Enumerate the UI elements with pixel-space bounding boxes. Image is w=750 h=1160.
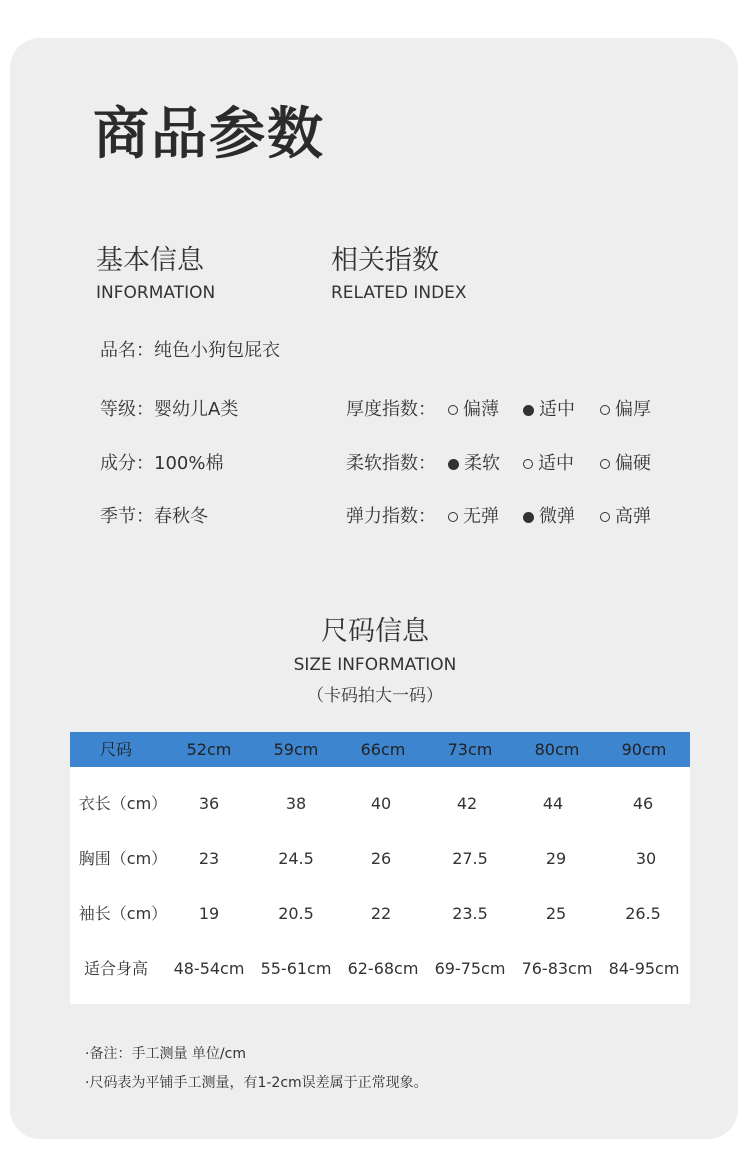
index-option — [523, 505, 575, 529]
table-cell: 27.5 — [452, 849, 488, 868]
table-cell: 69-75cm — [434, 959, 506, 978]
size-table — [70, 732, 690, 1004]
radio-dot-icon — [600, 459, 610, 469]
info-heading-en: INFORMATION — [96, 283, 216, 303]
row-label: 衣长（cm） — [78, 794, 168, 813]
index-label: 柔软指数： — [346, 453, 436, 474]
option-label: 无弹 — [463, 506, 499, 527]
table-cell: 40 — [370, 794, 392, 813]
attr-label: 季节： — [100, 506, 154, 527]
header-cell: 66cm — [360, 740, 406, 759]
table-cell: 62-68cm — [347, 959, 419, 978]
table-cell: 23 — [198, 849, 220, 868]
attr-material — [100, 452, 223, 476]
option-label: 偏厚 — [615, 399, 651, 420]
attr-name — [100, 339, 280, 363]
table-cell: 22 — [370, 904, 392, 923]
table-cell: 44 — [542, 794, 564, 813]
index-option — [448, 398, 499, 422]
index-label: 厚度指数： — [346, 399, 436, 420]
option-label: 高弹 — [615, 506, 651, 527]
size-heading: 尺码信息 — [321, 616, 429, 647]
related-heading: 相关指数 — [331, 245, 439, 276]
table-cell: 24.5 — [278, 849, 314, 868]
table-cell: 46 — [632, 794, 654, 813]
attr-label: 等级： — [100, 399, 154, 420]
table-cell: 25 — [545, 904, 567, 923]
size-note: （卡码拍大一码） — [307, 686, 443, 706]
row-label: 适合身高 — [83, 959, 148, 978]
attr-value: 纯色小狗包屁衣 — [154, 340, 280, 361]
option-label: 偏薄 — [463, 399, 499, 420]
index-option — [523, 398, 575, 422]
footnotes — [85, 1040, 428, 1098]
index-option — [448, 452, 500, 476]
header-cell: 59cm — [273, 740, 319, 759]
table-cell: 42 — [456, 794, 478, 813]
table-cell: 30 — [635, 849, 657, 868]
index-option — [600, 398, 651, 422]
attr-value: 100%棉 — [154, 453, 224, 474]
header-cell: 52cm — [186, 740, 232, 759]
row-label: 胸围（cm） — [78, 849, 168, 868]
size-table-header — [70, 732, 690, 767]
radio-dot-icon — [600, 405, 610, 415]
table-cell: 84-95cm — [608, 959, 680, 978]
option-label: 偏硬 — [615, 453, 651, 474]
page-title: 商品参数 — [93, 102, 325, 167]
radio-dot-icon — [448, 405, 458, 415]
table-cell: 36 — [198, 794, 220, 813]
option-label: 微弹 — [539, 506, 575, 527]
attr-season — [100, 505, 208, 529]
info-heading: 基本信息 — [96, 245, 204, 276]
index-label: 弹力指数： — [346, 506, 436, 527]
index-option — [600, 505, 651, 529]
radio-dot-icon — [523, 512, 534, 523]
table-cell: 20.5 — [278, 904, 314, 923]
option-label: 适中 — [539, 399, 575, 420]
index-option — [600, 452, 651, 476]
header-cell: 90cm — [621, 740, 667, 759]
table-cell: 29 — [545, 849, 567, 868]
table-cell: 48-54cm — [173, 959, 245, 978]
footnote-line: ·尺码表为平铺手工测量，有1-2cm误差属于正常现象。 — [85, 1075, 428, 1091]
related-heading-en: RELATED INDEX — [331, 283, 467, 303]
footnote-line: ·备注：手工测量 单位/cm — [85, 1046, 246, 1062]
attr-value: 婴幼儿A类 — [154, 399, 239, 420]
radio-dot-icon — [448, 512, 458, 522]
attr-value: 春秋冬 — [154, 506, 208, 527]
row-label: 袖长（cm） — [78, 904, 168, 923]
table-cell: 76-83cm — [521, 959, 593, 978]
table-cell: 26 — [370, 849, 392, 868]
attr-label: 品名： — [100, 340, 154, 361]
index-option — [448, 505, 499, 529]
table-cell: 23.5 — [452, 904, 488, 923]
table-cell: 26.5 — [625, 904, 661, 923]
table-cell: 55-61cm — [260, 959, 332, 978]
radio-dot-icon — [523, 405, 534, 416]
table-cell: 19 — [198, 904, 220, 923]
radio-dot-icon — [523, 459, 533, 469]
option-label: 适中 — [538, 453, 574, 474]
header-cell: 73cm — [447, 740, 493, 759]
header-cell: 尺码 — [99, 740, 132, 759]
header-cell: 80cm — [534, 740, 580, 759]
table-cell: 38 — [285, 794, 307, 813]
option-label: 柔软 — [464, 453, 500, 474]
radio-dot-icon — [600, 512, 610, 522]
index-option — [523, 452, 574, 476]
attr-grade — [100, 398, 238, 422]
radio-dot-icon — [448, 459, 459, 470]
size-heading-en: SIZE INFORMATION — [293, 655, 457, 675]
attr-label: 成分： — [100, 453, 154, 474]
